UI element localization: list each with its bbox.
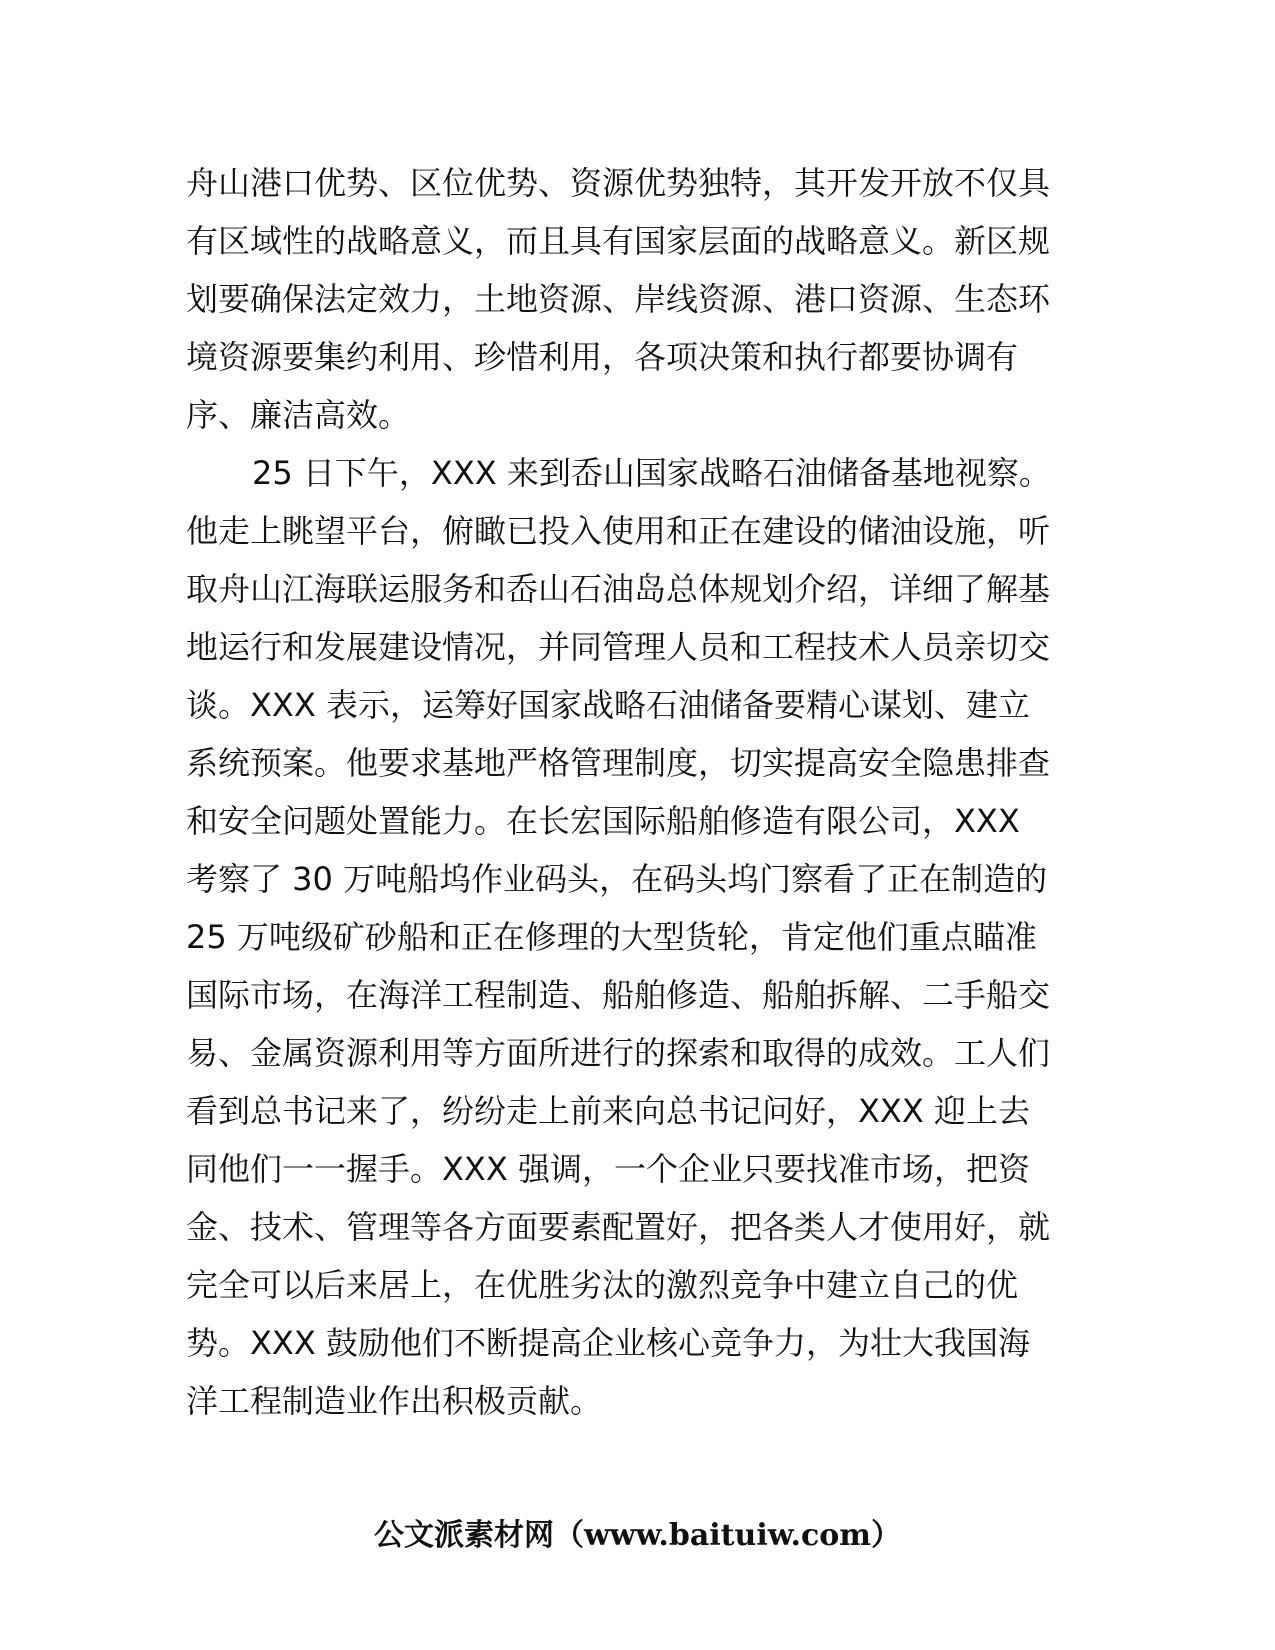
- paragraph-line: 他走上眺望平台，俯瞰已投入使用和正在建设的储油设施，听: [186, 512, 1051, 550]
- paragraph-line: 有区域性的战略意义，而且具有国家层面的战略意义。新区规: [186, 222, 1051, 260]
- document-body: [186, 154, 1091, 1430]
- footer-source: 公文派素材网（www.baituiw.com）: [373, 1518, 902, 1553]
- paragraph-line: 同他们一一握手。XXX 强调，一个企业只要找准市场，把资: [186, 1150, 1030, 1188]
- paragraph-line: 国际市场，在海洋工程制造、船舶修造、船舶拆解、二手船交: [186, 976, 1051, 1014]
- paragraph-line: 考察了 30 万吨船坞作业码头，在码头坞门察看了正在制造的: [186, 860, 1048, 898]
- paragraph-line: 完全可以后来居上，在优胜劣汰的激烈竞争中建立自己的优: [186, 1266, 1019, 1304]
- paragraph-1: [186, 154, 1091, 444]
- paragraph-line: 金、技术、管理等各方面要素配置好，把各类人才使用好，就: [186, 1208, 1051, 1246]
- paragraph-line: 洋工程制造业作出积极贡献。: [186, 1382, 603, 1420]
- paragraph-line: 划要确保法定效力，土地资源、岸线资源、港口资源、生态环: [186, 280, 1051, 318]
- paragraph-line: 25 万吨级矿砂船和正在修理的大型货轮，肯定他们重点瞄准: [186, 918, 1037, 956]
- paragraph-line: 系统预案。他要求基地严格管理制度，切实提高安全隐患排查: [186, 744, 1051, 782]
- paragraph-2: [186, 444, 1091, 1430]
- paragraph-line: 25 日下午，XXX 来到岙山国家战略石油储备基地视察。: [252, 454, 1051, 492]
- paragraph-line: 看到总书记来了，纷纷走上前来向总书记问好，XXX 迎上去: [186, 1092, 1030, 1130]
- paragraph-line: 取舟山江海联运服务和岙山石油岛总体规划介绍，详细了解基: [186, 570, 1051, 608]
- paragraph-line: 势。XXX 鼓励他们不断提高企业核心竞争力，为壮大我国海: [186, 1324, 1030, 1362]
- paragraph-line: 和安全问题处置能力。在长宏国际船舶修造有限公司，XXX: [186, 802, 1020, 840]
- paragraph-line: 谈。XXX 表示，运筹好国家战略石油储备要精心谋划、建立: [186, 686, 1030, 724]
- paragraph-line: 地运行和发展建设情况，并同管理人员和工程技术人员亲切交: [186, 628, 1051, 666]
- paragraph-line: 境资源要集约利用、珍惜利用，各项决策和执行都要协调有: [186, 338, 1019, 376]
- paragraph-line: 序、廉洁高效。: [186, 396, 411, 434]
- paragraph-line: 舟山港口优势、区位优势、资源优势独特，其开发开放不仅具: [186, 164, 1051, 202]
- paragraph-line: 易、金属资源利用等方面所进行的探索和取得的成效。工人们: [186, 1034, 1051, 1072]
